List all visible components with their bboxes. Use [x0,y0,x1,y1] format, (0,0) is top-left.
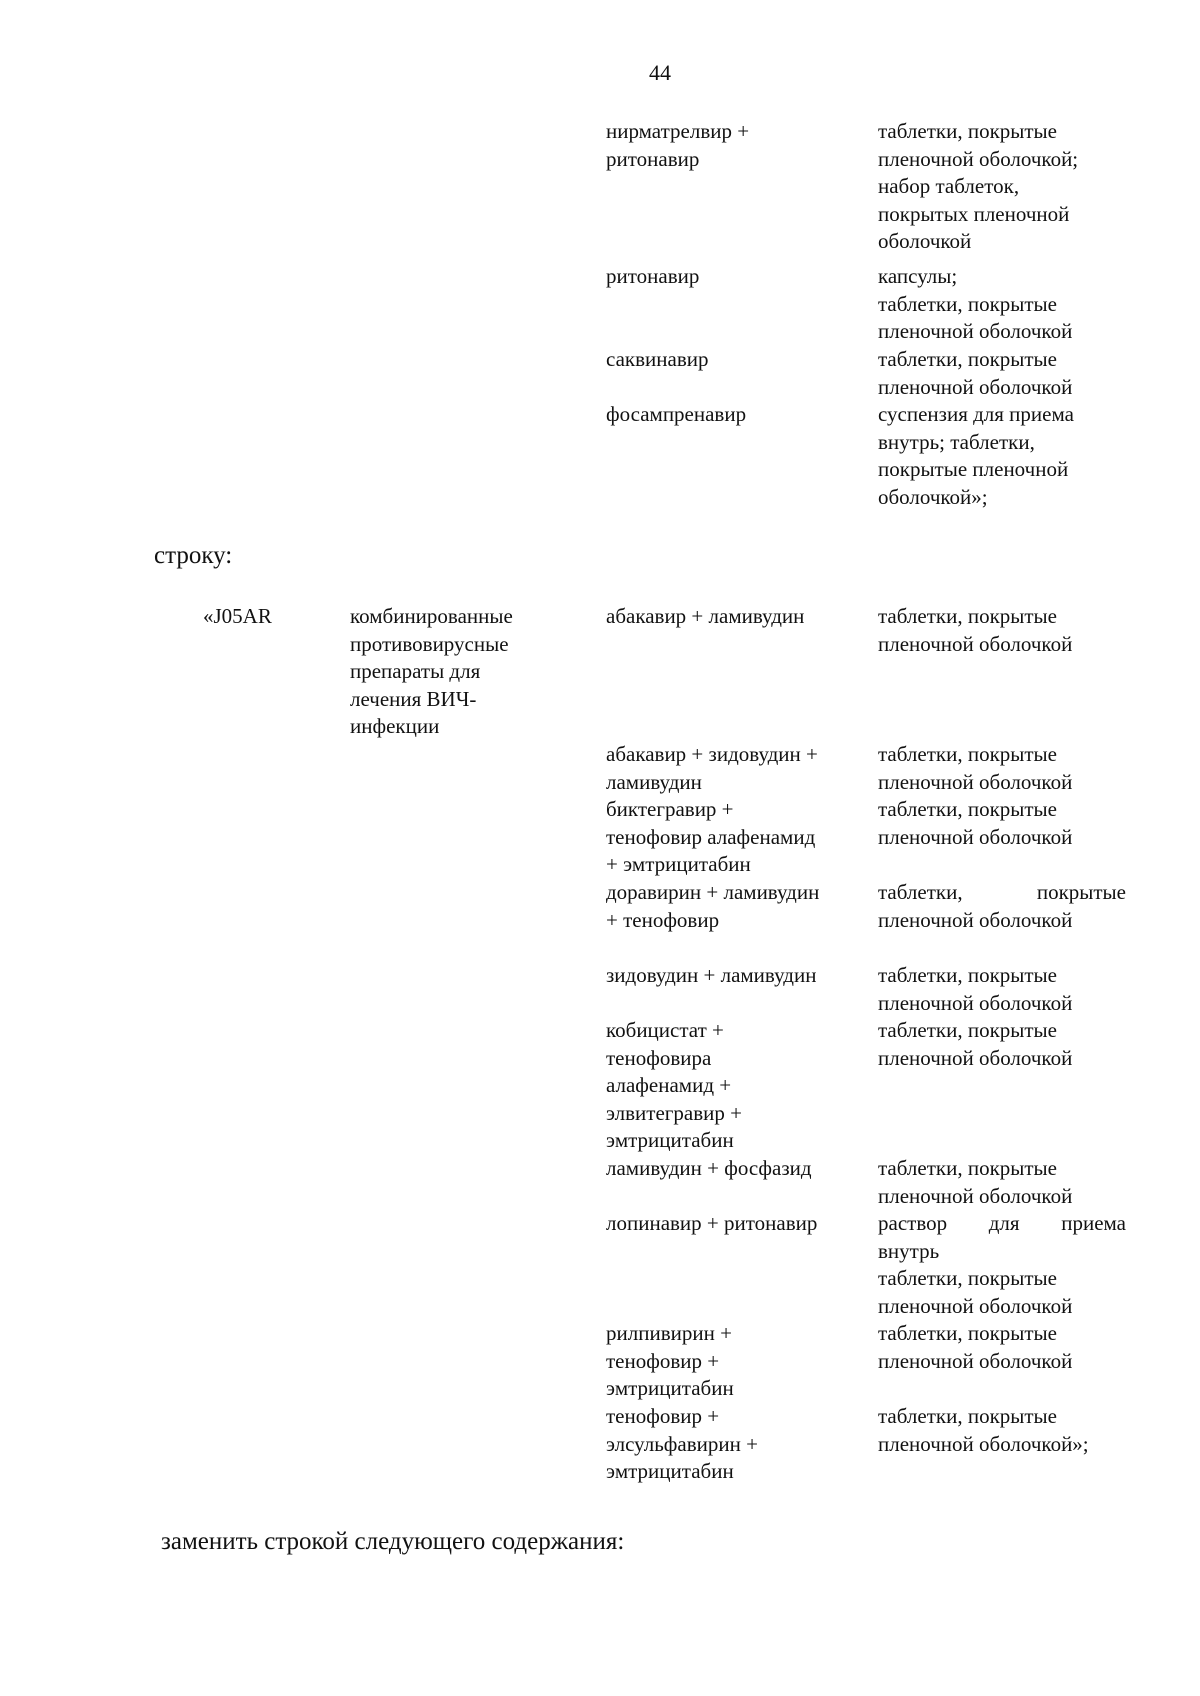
dosage-form: пленочной оболочкой»; [878,1431,1089,1456]
drug-name: тенофовир + [606,1348,720,1373]
page-number: 44 [649,60,671,85]
word: приема [1061,1211,1126,1235]
drug-name: эмтрицитабин [606,1128,734,1153]
dosage-form: пленочной оболочкой [878,1045,1073,1070]
dosage-form: пленочной оболочкой [878,990,1073,1015]
drug-name: + эмтрицитабин [606,852,751,877]
drug-name: тенофовир алафенамид [606,824,816,849]
group-name: противовирусные [350,631,509,656]
drug-name: элвитегравир + [606,1100,742,1125]
drug-name: лопинавир + ритонавир [606,1211,818,1235]
drug-name: + тенофовир [606,907,720,932]
dosage-form: таблетки, покрытые [878,963,1057,987]
dosage-form: пленочной оболочкой [878,1293,1073,1318]
dosage-form: пленочной оболочкой [878,769,1073,794]
dosage-form: пленочной оболочкой [878,1348,1073,1373]
dosage-form-justified [878,879,1126,907]
dosage-form: таблетки, покрытые [878,604,1057,628]
drug-name: саквинавир [606,347,709,371]
dosage-form: пленочной оболочкой [878,824,1073,849]
dosage-form: таблетки, покрытые [878,797,1057,821]
dosage-form: таблетки, покрытые [878,1266,1057,1291]
dosage-form: таблетки, покрытые [878,1156,1057,1180]
dosage-form: оболочкой»; [878,484,988,509]
dosage-form: таблетки, покрытые [878,1321,1057,1345]
dosage-form: пленочной оболочкой [878,319,1073,344]
dosage-form-justified [878,1210,1126,1238]
drug-name: ритонавир [606,264,700,288]
dosage-form: пленочной оболочкой [878,1183,1073,1208]
drug-name: абакавир + зидовудин + [606,742,818,766]
group-name: инфекции [350,714,440,739]
word: для [988,1211,1020,1235]
word: таблетки, [878,880,963,904]
dosage-form: внутрь [878,1238,940,1263]
drug-name: доравирин + ламивудин [606,880,820,904]
dosage-form: таблетки, покрытые [878,1018,1057,1042]
word: покрытые [1036,880,1126,904]
group-name: препараты для [350,659,481,684]
drug-name: фосампренавир [606,402,747,426]
dosage-form: оболочкой [878,229,972,254]
group-name: лечения ВИЧ- [350,686,477,711]
dosage-form: пленочной оболочкой [878,374,1073,399]
dosage-form: покрытые пленочной [878,457,1069,482]
drug-name: ритонавир [606,146,700,171]
drug-name: биктегравир + [606,797,734,821]
drug-name: ламивудин [606,769,702,794]
atc-code: «J05AR [203,604,272,628]
dosage-form: таблетки, покрытые [878,1404,1057,1428]
drug-name: эмтрицитабин [606,1376,734,1401]
dosage-form: капсулы; [878,264,958,288]
dosage-form: внутрь; таблетки, [878,429,1035,454]
dosage-form: покрытых пленочной [878,201,1070,226]
drug-name: зидовудин + ламивудин [606,963,817,987]
drug-name: тенофовира [606,1045,712,1070]
dosage-form: таблетки, покрытые [878,742,1057,766]
dosage-form: пленочной оболочкой [878,907,1073,932]
dosage-form: таблетки, покрытые [878,291,1057,316]
dosage-form: пленочной оболочкой; [878,146,1079,171]
dosage-form: суспензия для приема [878,402,1074,426]
drug-name: абакавир + ламивудин [606,604,805,628]
label-row-text: строку: [154,542,233,569]
drug-name: рилпивирин + [606,1321,732,1345]
drug-name: алафенамид + [606,1073,732,1098]
dosage-form: таблетки, покрытые [878,119,1057,143]
word: раствор [878,1211,948,1235]
drug-name: ламивудин + фосфазид [606,1156,812,1180]
group-name: комбинированные [350,604,513,628]
closing-text: заменить строкой следующего содержания: [161,1528,625,1555]
dosage-form: набор таблеток, [878,174,1020,199]
drug-name: кобицистат + [606,1018,724,1042]
drug-name: нирматрелвир + [606,119,750,143]
drug-name: эмтрицитабин [606,1459,734,1484]
drug-name: тенофовир + [606,1404,720,1428]
dosage-form: таблетки, покрытые [878,347,1057,371]
dosage-form: пленочной оболочкой [878,631,1073,656]
drug-name: элсульфавирин + [606,1431,758,1456]
